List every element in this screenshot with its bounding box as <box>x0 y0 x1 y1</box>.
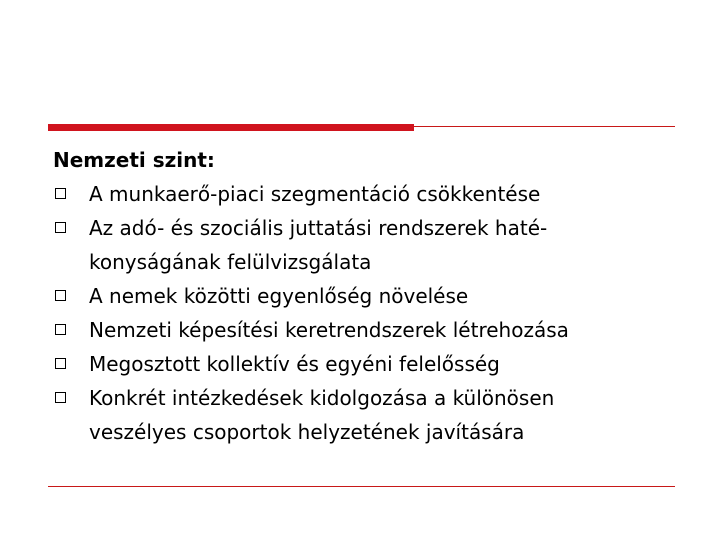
top-accent-bar <box>48 124 414 131</box>
bullet-text: A nemek közötti egyenlőség növelése <box>89 284 469 308</box>
bullet-text: Az adó- és szociális juttatási rendszerek haté- <box>89 216 548 240</box>
bullet-text-continuation: konyságának felülvizsgálata <box>89 250 372 274</box>
square-outline-icon <box>55 358 66 369</box>
bullet-text-continuation: veszélyes csoportok helyzetének javítására <box>89 420 525 444</box>
bullet-text: Konkrét intézkedések kidolgozása a különösen <box>89 386 555 410</box>
slide-content <box>53 143 693 449</box>
bullet-item <box>53 211 693 279</box>
slide-heading: Nemzeti szint: <box>53 148 215 172</box>
bullet-text: Megosztott kollektív és egyéni felelősség <box>89 352 500 376</box>
square-outline-icon <box>55 188 66 199</box>
square-outline-icon <box>55 392 66 403</box>
bullet-item <box>53 177 693 211</box>
bottom-divider-line <box>48 486 675 487</box>
square-outline-icon <box>55 222 66 233</box>
square-outline-icon <box>55 324 66 335</box>
bullet-item <box>53 313 693 347</box>
bullet-text: A munkaerő-piaci szegmentáció csökkentése <box>89 182 541 206</box>
bullet-list <box>53 177 693 449</box>
bullet-item <box>53 381 693 449</box>
bullet-item <box>53 347 693 381</box>
bullet-item <box>53 279 693 313</box>
bullet-text: Nemzeti képesítési keretrendszerek létrehozása <box>89 318 569 342</box>
square-outline-icon <box>55 290 66 301</box>
